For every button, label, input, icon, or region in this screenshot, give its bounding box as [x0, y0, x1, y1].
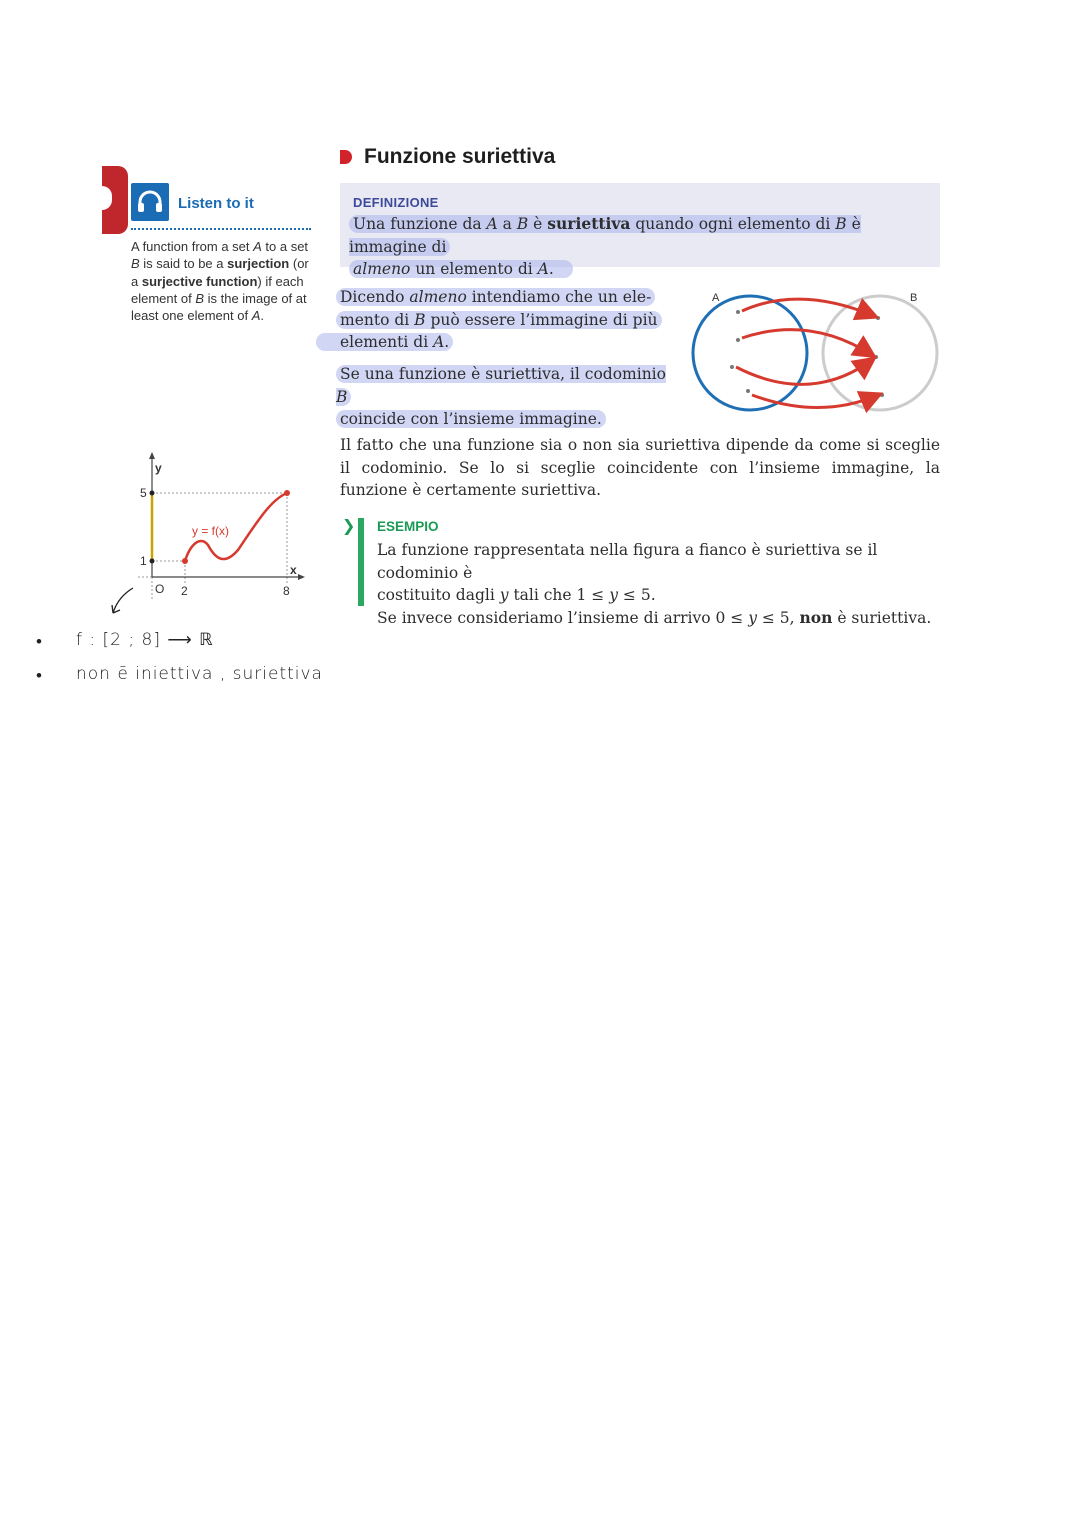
chevron-right-icon: ❯	[342, 518, 356, 535]
paragraph-codominio: Se una funzione è suriettiva, il codominio B coincide con l’insieme immagine.	[336, 365, 666, 428]
x-tick-label: 8	[283, 584, 290, 598]
english-definition: A function from a set A to a set B is said to be a surjection (or a surjective function) if each element of B is the image of at least one element of A.	[131, 239, 309, 324]
section-title: Funzione suriettiva	[340, 145, 555, 169]
set-b-label: B	[910, 292, 918, 304]
venn-diagram	[680, 285, 950, 420]
note-domain: f : [2 ; 8] ⟶ ℝ	[76, 630, 214, 650]
x-axis-label: x	[290, 563, 297, 577]
headphones-icon[interactable]	[131, 183, 169, 221]
set-a-label: A	[712, 292, 720, 304]
definition-label: DEFINIZIONE	[353, 195, 439, 210]
y-tick-label: 1	[140, 554, 147, 568]
note-bullet: •	[36, 632, 43, 652]
origin-label: O	[155, 582, 165, 596]
y-tick-label: 5	[140, 486, 147, 500]
example-bar	[358, 518, 364, 606]
note-properties: non ē iniettiva , suriettiva	[76, 664, 323, 684]
paragraph-almeno: Dicendo almeno intendiamo che un ele- mento di B può essere l’immagine di più elementi di A.	[336, 286, 676, 354]
note-bullet: •	[36, 666, 43, 686]
x-tick-label: 2	[181, 584, 188, 598]
paragraph-codominio-scelta: Il fatto che una funzione sia o non sia suriettiva dipende da come si sceglie il codominio. Se lo si sceglie coincidente con l’insieme immagine, la funzione è certamente suriettiva.	[340, 436, 940, 499]
function-graph	[130, 450, 310, 605]
definition-text: Una funzione da A a B è suriettiva quando ogni elemento di B è immagine di almeno un elemento di A.	[349, 214, 861, 278]
handwritten-arrow-icon	[108, 585, 138, 617]
set-b-circle	[823, 296, 937, 410]
set-a-circle	[693, 296, 807, 410]
curve-label: y = f(x)	[192, 524, 230, 538]
listen-to-it-link[interactable]: Listen to it	[178, 195, 254, 212]
y-axis-label: y	[155, 461, 162, 475]
dotted-divider	[131, 228, 311, 230]
example-label: ESEMPIO	[377, 519, 439, 534]
red-bullet-icon	[340, 150, 352, 164]
example-text: La funzione rappresentata nella figura a fianco è suriettiva se il codominio è costituito dagli y tali che 1 ≤ y ≤ 5. Se invece consideriamo l’insieme di arrivo 0 ≤ y ≤ 5, non è suriettiva.	[377, 541, 932, 627]
